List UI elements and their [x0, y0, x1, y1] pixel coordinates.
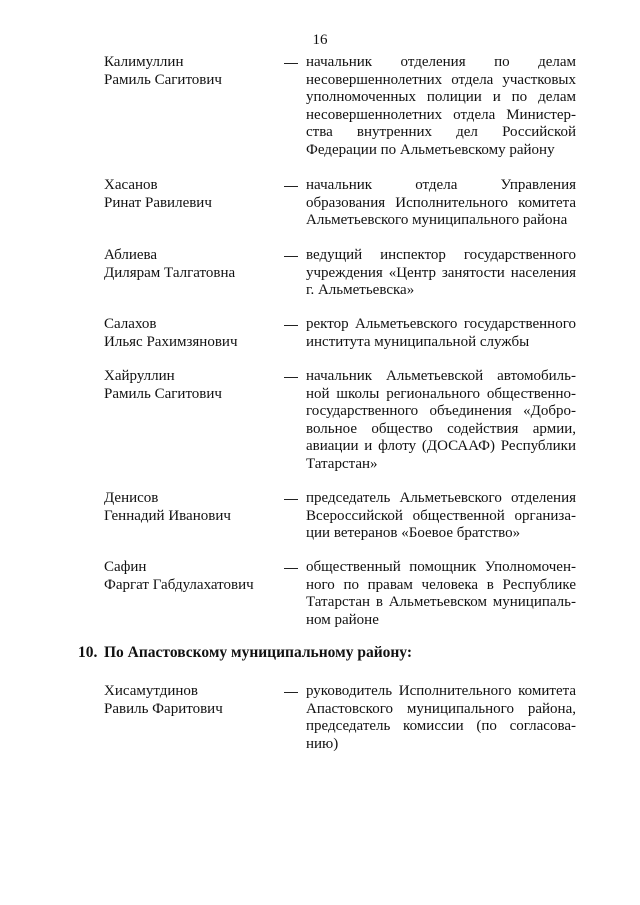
role-line: образования Исполнительного комитета: [306, 194, 576, 211]
role-line: руководитель Исполнительного комитета: [306, 683, 576, 699]
role-line: Татарстан в Альметьевском муниципаль-: [306, 594, 576, 611]
member-name: [104, 316, 294, 351]
role-line: уполномоченных полиции и по делам: [306, 89, 576, 106]
member-name: [104, 54, 294, 89]
role-line: начальник Альметьевской автомобиль-: [306, 368, 576, 384]
member-given-name: Фаргат Габдулахатович: [104, 576, 254, 593]
section-heading: [78, 644, 412, 662]
role-line: Альметьевского муниципального района: [306, 212, 568, 229]
member-surname: Денисов: [104, 490, 159, 506]
page-number: 16: [312, 32, 328, 48]
member-surname: Аблиева: [104, 247, 158, 263]
role-line: общественный помощник Уполномочен-: [306, 559, 576, 575]
dash-separator: [284, 692, 298, 693]
role-line: нию): [306, 735, 339, 752]
member-given-name: Ринат Равилевич: [104, 194, 212, 211]
dash-separator: [284, 256, 298, 257]
member-given-name: Ильяс Рахимзянович: [104, 333, 238, 350]
section-number: 10.: [78, 644, 98, 661]
member-given-name: Рамиль Сагитович: [104, 385, 222, 402]
member-surname: Калимуллин: [104, 54, 184, 70]
member-given-name: Геннадий Иванович: [104, 507, 231, 524]
role-line: вольное общество содействия армии,: [306, 420, 576, 437]
member-role: [306, 247, 576, 300]
dash-separator: [284, 186, 298, 187]
member-name: [104, 683, 294, 718]
member-surname: Салахов: [104, 316, 157, 332]
member-role: [306, 316, 576, 351]
dash-separator: [284, 377, 298, 378]
role-line: института муниципальной службы: [306, 333, 530, 350]
role-line: государственного объединения «Добро-: [306, 403, 576, 420]
role-line: председатель Альметьевского отделения: [306, 490, 576, 506]
member-name: [104, 177, 294, 212]
role-line: г. Альметьевска»: [306, 282, 415, 299]
role-line: Всероссийской общественной организа-: [306, 507, 576, 524]
member-surname: Хасанов: [104, 177, 158, 193]
member-given-name: Равиль Фаритович: [104, 700, 223, 717]
member-name: [104, 559, 294, 594]
dash-separator: [284, 325, 298, 326]
role-line: ведущий инспектор государственного: [306, 247, 576, 263]
member-name: [104, 368, 294, 403]
member-given-name: Рамиль Сагитович: [104, 71, 222, 88]
dash-separator: [284, 499, 298, 500]
member-surname: Хайруллин: [104, 368, 175, 384]
member-role: [306, 490, 576, 543]
role-line: учреждения «Центр занятости населения: [306, 264, 576, 281]
role-line: авиации и флоту (ДОСААФ) Республики: [306, 438, 576, 455]
member-role: [306, 368, 576, 474]
role-line: Федерации по Альметьевскому району: [306, 141, 555, 158]
dash-separator: [284, 568, 298, 569]
role-line: председатель комиссии (по согласова-: [306, 718, 576, 735]
role-line: Апастовского муниципального района,: [306, 700, 576, 717]
role-line: ции ветеранов «Боевое братство»: [306, 525, 521, 542]
role-line: ректор Альметьевского государственного: [306, 316, 576, 332]
role-line: ства внутренних дел Российской: [306, 124, 576, 141]
role-line: ной школы регионального общественно-: [306, 385, 576, 402]
member-role: [306, 177, 576, 230]
role-line: несовершеннолетних отдела Министер-: [306, 106, 576, 123]
role-line: ного по правам человека в Республике: [306, 576, 576, 593]
member-surname: Хисамутдинов: [104, 683, 198, 699]
member-name: [104, 247, 294, 282]
section-title: По Апастовскому муниципальному району:: [104, 644, 413, 661]
role-line: несовершеннолетних отдела участковых: [306, 71, 576, 88]
role-line: ном районе: [306, 611, 379, 628]
role-line: Татарстан»: [306, 455, 378, 472]
member-role: [306, 683, 576, 753]
member-name: [104, 490, 294, 525]
member-role: [306, 54, 576, 160]
dash-separator: [284, 63, 298, 64]
role-line: начальник отделения по делам: [306, 54, 576, 70]
member-surname: Сафин: [104, 559, 147, 575]
member-given-name: Дилярам Талгатовна: [104, 264, 236, 281]
role-line: начальник отдела Управления: [306, 177, 576, 193]
member-role: [306, 559, 576, 629]
